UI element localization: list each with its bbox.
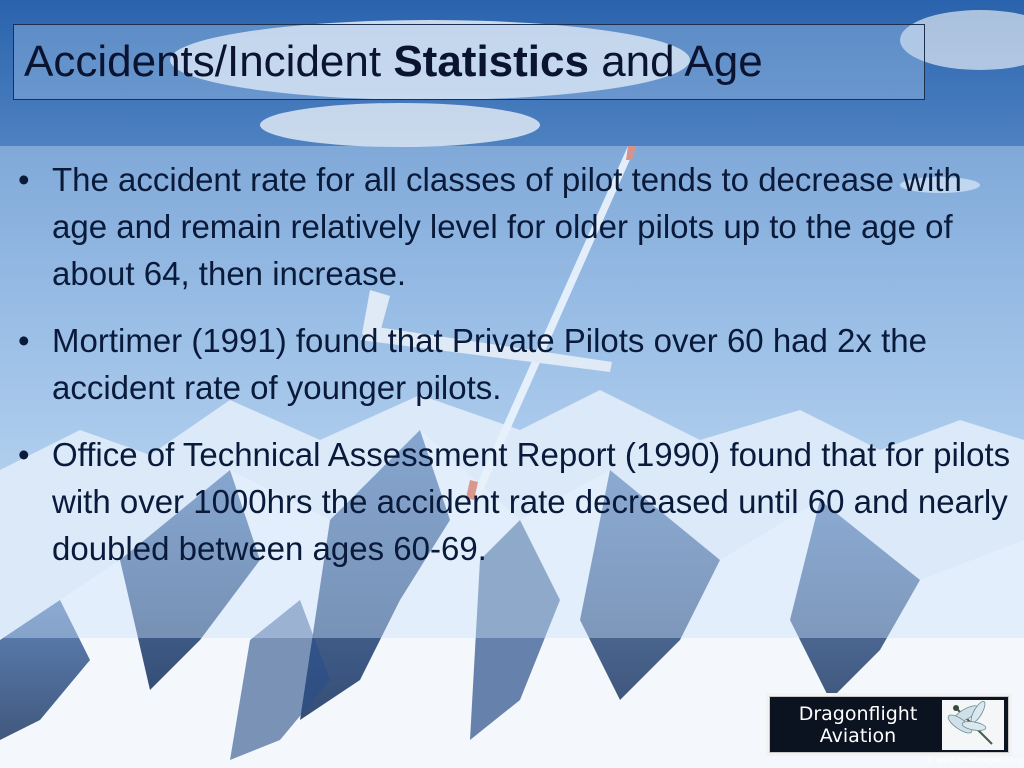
image-credit: © www.freeimages.com xyxy=(925,756,1022,765)
bullet-item xyxy=(18,317,1014,411)
bullet-text: Mortimer (1991) found that Private Pilots over 60 had 2x the accident rate of younger pilots. xyxy=(52,322,927,406)
logo-line1: Dragonflight xyxy=(798,703,918,725)
logo-text xyxy=(778,703,938,747)
bullet-item xyxy=(18,431,1014,572)
logo-line2: Aviation xyxy=(819,725,897,747)
dragonflight-logo xyxy=(766,693,1012,756)
logo-panel xyxy=(769,696,1009,753)
bullet-dot: • xyxy=(18,436,30,473)
slide-title xyxy=(24,36,763,88)
title-suffix: and Age xyxy=(588,37,763,86)
title-prefix: Accidents/Incident xyxy=(24,37,394,86)
bullet-item xyxy=(18,156,1014,297)
bullet-text: Office of Technical Assessment Report (1990) found that for pilots with over 1000hrs the accident rate decreased until 60 and nearly doubled between ages 60-69. xyxy=(52,436,1011,567)
bullet-dot: • xyxy=(18,322,30,359)
title-bold: Statistics xyxy=(393,37,589,86)
dragonfly-icon xyxy=(942,700,1004,750)
bullet-list xyxy=(18,156,1014,592)
bullet-text: The accident rate for all classes of pilot tends to decrease with age and remain relatively level for older pilots up to the age of about 64, then increase. xyxy=(52,161,962,292)
bullet-dot: • xyxy=(18,161,30,198)
